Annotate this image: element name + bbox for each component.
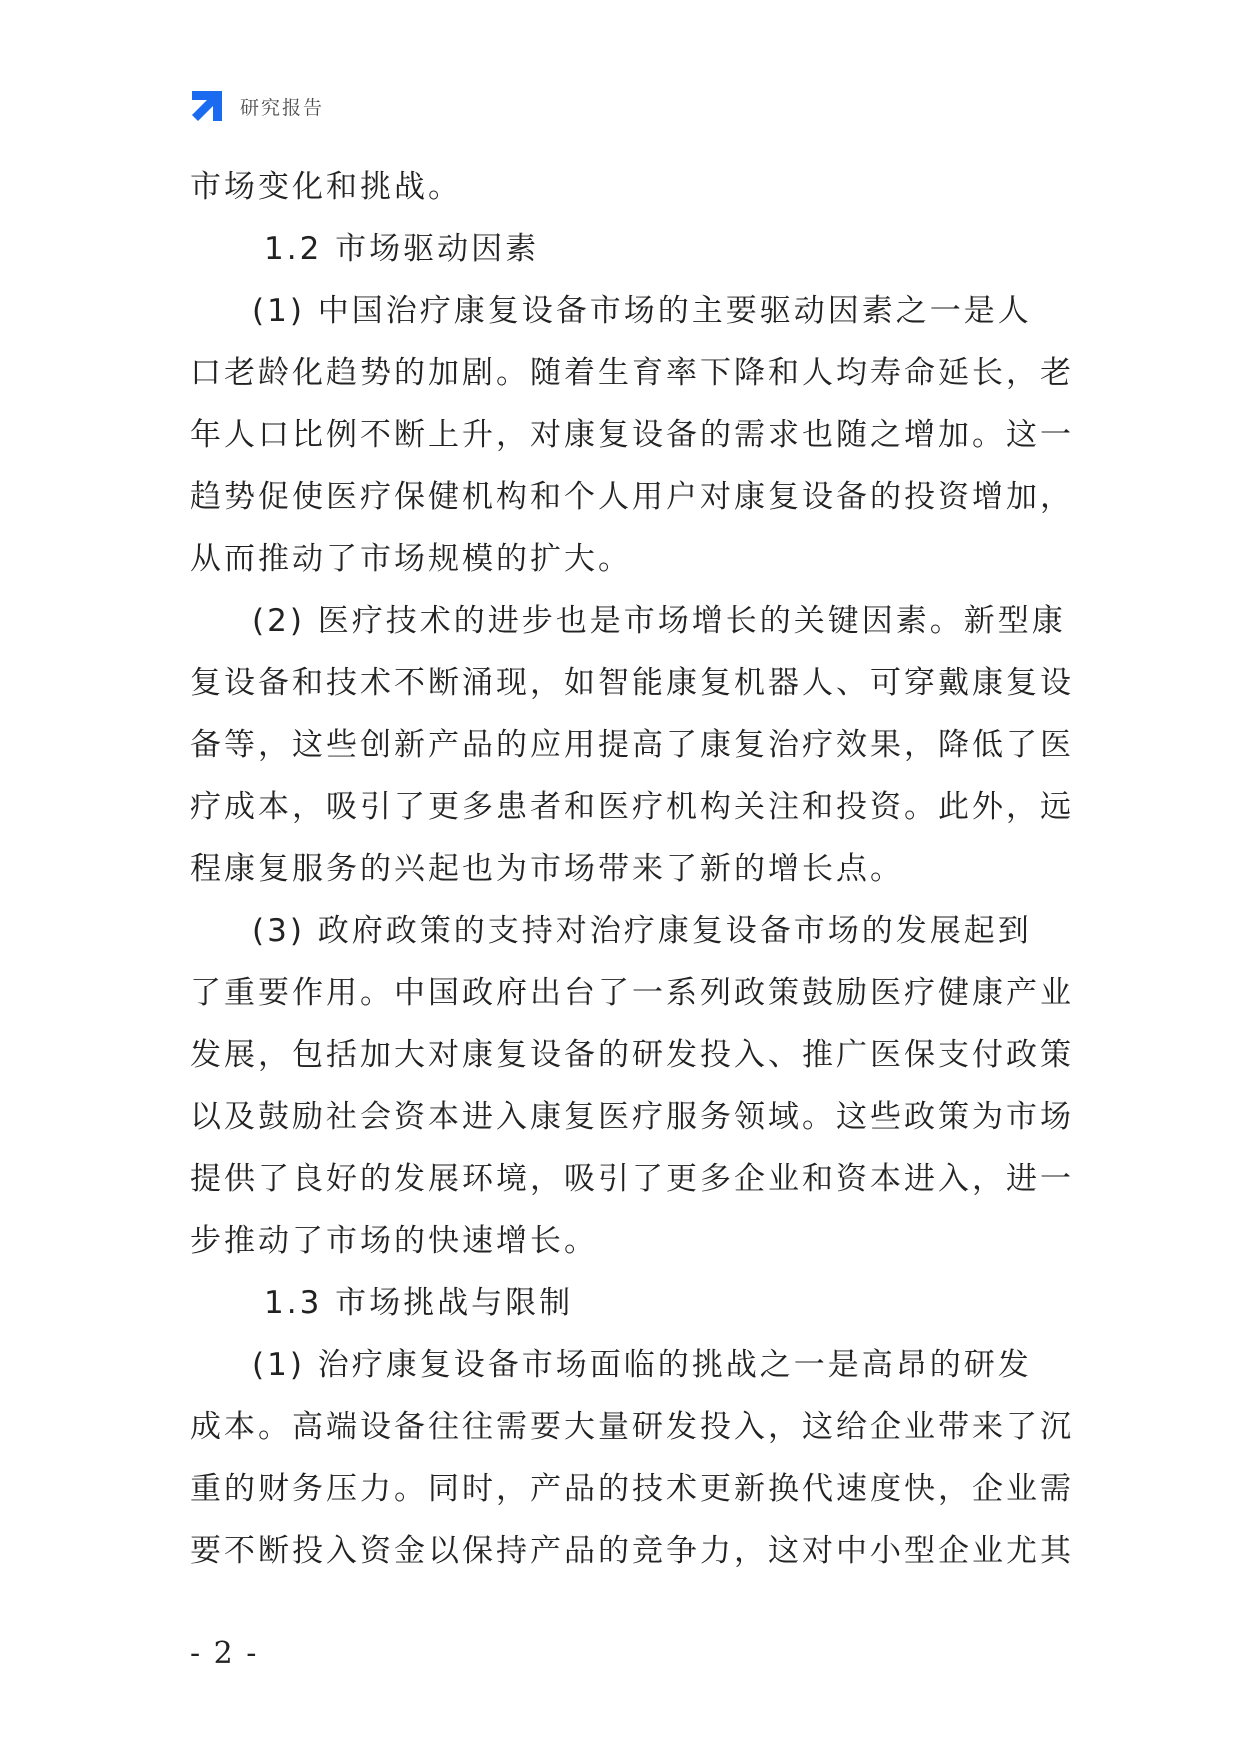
page-header — [190, 88, 324, 124]
body-line: 重的财务压力。同时，产品的技术更新换代速度快，企业需 — [190, 1471, 1074, 1507]
header-title: 研究报告 — [240, 96, 325, 119]
body-line: 步推动了市场的快速增长。 — [190, 1223, 598, 1259]
arrow-up-right-icon — [190, 89, 224, 123]
body-line: 提供了良好的发展环境，吸引了更多企业和资本进入，进一 — [190, 1161, 1074, 1197]
body-line: 市场变化和挑战。 — [190, 169, 462, 205]
page-number: - 2 - — [190, 1636, 259, 1671]
body-line: 发展，包括加大对康复设备的研发投入、推广医保支付政策 — [190, 1037, 1074, 1073]
body-line: 疗成本，吸引了更多患者和医疗机构关注和投资。此外，远 — [190, 789, 1074, 825]
body-line: 口老龄化趋势的加剧。随着生育率下降和人均寿命延长，老 — [190, 355, 1074, 391]
body-line: 程康复服务的兴起也为市场带来了新的增长点。 — [190, 851, 904, 887]
body-line: 以及鼓励社会资本进入康复医疗服务领域。这些政策为市场 — [190, 1099, 1074, 1135]
body-line: 从而推动了市场规模的扩大。 — [190, 541, 632, 577]
body-line: (2) 医疗技术的进步也是市场增长的关键因素。新型康 — [252, 603, 1066, 639]
body-line: 了重要作用。中国政府出台了一系列政策鼓励医疗健康产业 — [190, 975, 1074, 1011]
body-line: (1) 治疗康复设备市场面临的挑战之一是高昂的研发 — [252, 1347, 1032, 1383]
body-line: (3) 政府政策的支持对治疗康复设备市场的发展起到 — [252, 913, 1032, 949]
body-line: 复设备和技术不断涌现，如智能康复机器人、可穿戴康复设 — [190, 665, 1074, 701]
body-line: 趋势促使医疗保健机构和个人用户对康复设备的投资增加， — [190, 479, 1074, 515]
body-line: 要不断投入资金以保持产品的竞争力，这对中小型企业尤其 — [190, 1533, 1074, 1569]
report-body — [190, 156, 1074, 1582]
section-heading-1-2: 1.2 市场驱动因素 — [264, 231, 540, 267]
section-heading-1-3: 1.3 市场挑战与限制 — [264, 1285, 574, 1321]
body-line: 年人口比例不断上升，对康复设备的需求也随之增加。这一 — [190, 417, 1074, 453]
body-line: (1) 中国治疗康复设备市场的主要驱动因素之一是人 — [252, 293, 1032, 329]
body-line: 成本。高端设备往往需要大量研发投入，这给企业带来了沉 — [190, 1409, 1074, 1445]
body-line: 备等，这些创新产品的应用提高了康复治疗效果，降低了医 — [190, 727, 1074, 763]
